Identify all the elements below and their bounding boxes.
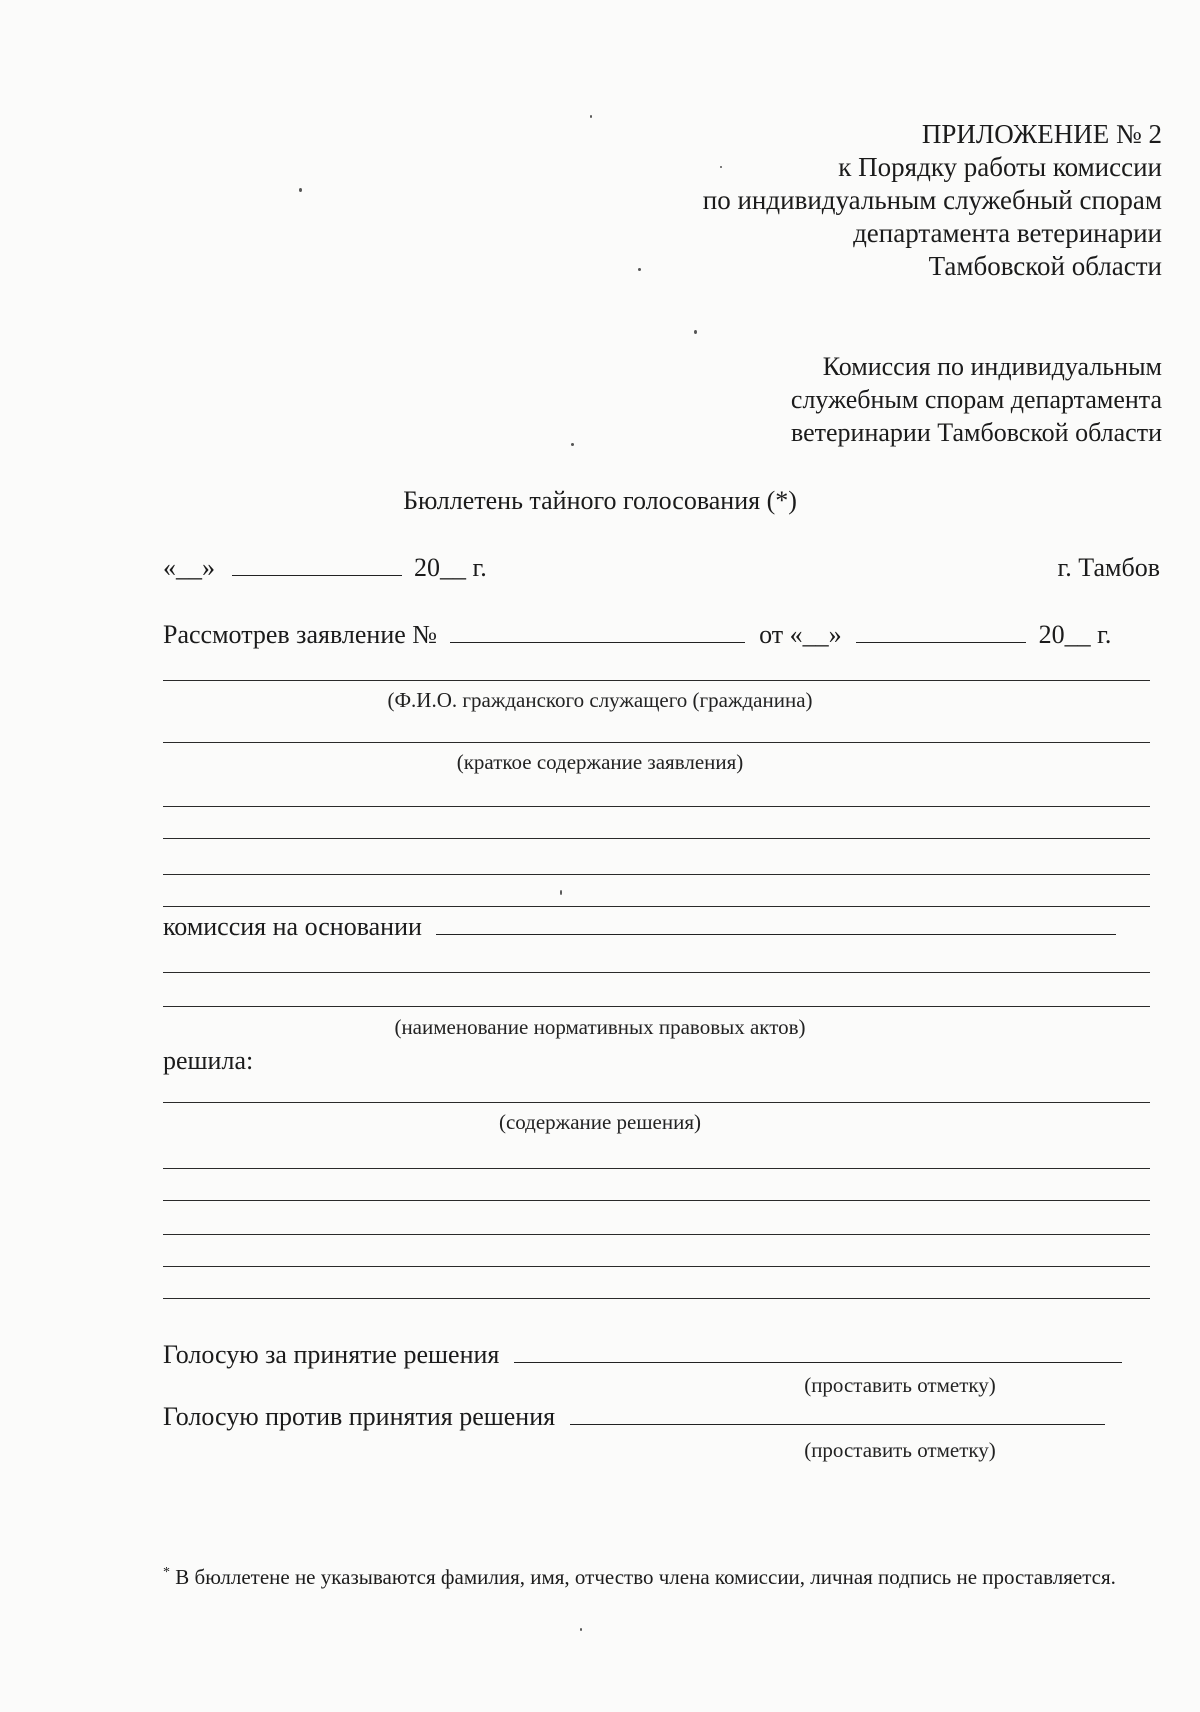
acts-hint: (наименование нормативных правовых актов) (394, 1015, 806, 1039)
scan-speck (720, 166, 722, 168)
application-month-blank[interactable] (856, 641, 1026, 643)
footnote-text: В бюллетене не указываются фамилия, имя, отчество члена комиссии, личная подпись не проставляется. (170, 1565, 1116, 1589)
vote-against-mark[interactable] (570, 1423, 1105, 1425)
vote-against-hint: (проставить отметку) (804, 1438, 996, 1462)
vote-against-label: Голосую против принятия решения (163, 1402, 556, 1431)
basis-continuation-line[interactable] (163, 972, 1150, 973)
application-line (163, 620, 1160, 650)
vote-for-line (163, 1340, 1160, 1370)
summary-continuation-line[interactable] (163, 874, 1150, 875)
application-label: Рассмотрев заявление № (163, 620, 438, 649)
decision-continuation-line[interactable] (163, 1234, 1150, 1235)
scan-speck (560, 890, 562, 895)
addressee-block (791, 350, 1162, 449)
vote-for-hint: (проставить отметку) (804, 1373, 996, 1397)
addressee-line: служебным спорам департамента (790, 385, 1162, 414)
decided-row (163, 1046, 1160, 1076)
scan-speck (299, 188, 302, 192)
summary-line[interactable] (163, 742, 1150, 743)
city-label: г. Тамбов (1057, 553, 1160, 582)
decision-continuation-line[interactable] (163, 1168, 1150, 1169)
summary-continuation-line[interactable] (163, 806, 1150, 807)
appendix-line: департамента ветеринарии (853, 218, 1162, 248)
appendix-title: ПРИЛОЖЕНИЕ № 2 (921, 119, 1162, 149)
addressee-line: ветеринарии Тамбовской области (790, 418, 1162, 447)
summary-hint: (краткое содержание заявления) (456, 750, 744, 774)
application-year[interactable]: 20__ г. (1038, 620, 1112, 649)
appendix-line: по индивидуальным служебный спорам (702, 185, 1162, 215)
decided-label: решила: (163, 1046, 254, 1075)
basis-line (163, 912, 1160, 942)
year-field[interactable]: 20__ г. (414, 553, 487, 582)
date-line (163, 553, 1160, 583)
ballot-title: Бюллетень тайного голосования (*) (403, 486, 797, 515)
decision-continuation-line[interactable] (163, 1298, 1150, 1299)
fio-hint: (Ф.И.О. гражданского служащего (гражданина) (387, 688, 813, 712)
footnote (163, 1557, 1162, 1593)
scan-speck (571, 443, 574, 446)
vote-for-mark[interactable] (514, 1361, 1122, 1363)
vote-for-label: Голосую за принятие решения (163, 1340, 500, 1369)
addressee-line: Комиссия по индивидуальным (822, 352, 1162, 381)
scan-speck (580, 1628, 582, 1631)
scan-speck (638, 268, 641, 271)
appendix-line: Тамбовской области (928, 251, 1162, 281)
fio-line[interactable] (163, 680, 1150, 681)
decision-continuation-line[interactable] (163, 1200, 1150, 1201)
application-from-day[interactable]: от «__» (759, 620, 842, 649)
appendix-line: к Порядку работы комиссии (838, 152, 1162, 182)
basis-label: комиссия на основании (163, 912, 422, 941)
summary-continuation-line[interactable] (163, 906, 1150, 907)
decision-line[interactable] (163, 1102, 1150, 1103)
decision-continuation-line[interactable] (163, 1266, 1150, 1267)
month-blank[interactable] (232, 574, 402, 576)
scan-speck (590, 115, 592, 118)
vote-against-line (163, 1402, 1160, 1432)
decision-hint: (содержание решения) (498, 1110, 702, 1134)
summary-continuation-line[interactable] (163, 838, 1150, 839)
day-field[interactable]: «__» (163, 553, 215, 582)
application-number-blank[interactable] (450, 641, 745, 643)
scan-speck (694, 330, 697, 334)
footnote-mark: * (163, 1565, 170, 1580)
basis-blank[interactable] (436, 933, 1116, 935)
basis-continuation-line[interactable] (163, 1006, 1150, 1007)
appendix-header (703, 118, 1162, 283)
